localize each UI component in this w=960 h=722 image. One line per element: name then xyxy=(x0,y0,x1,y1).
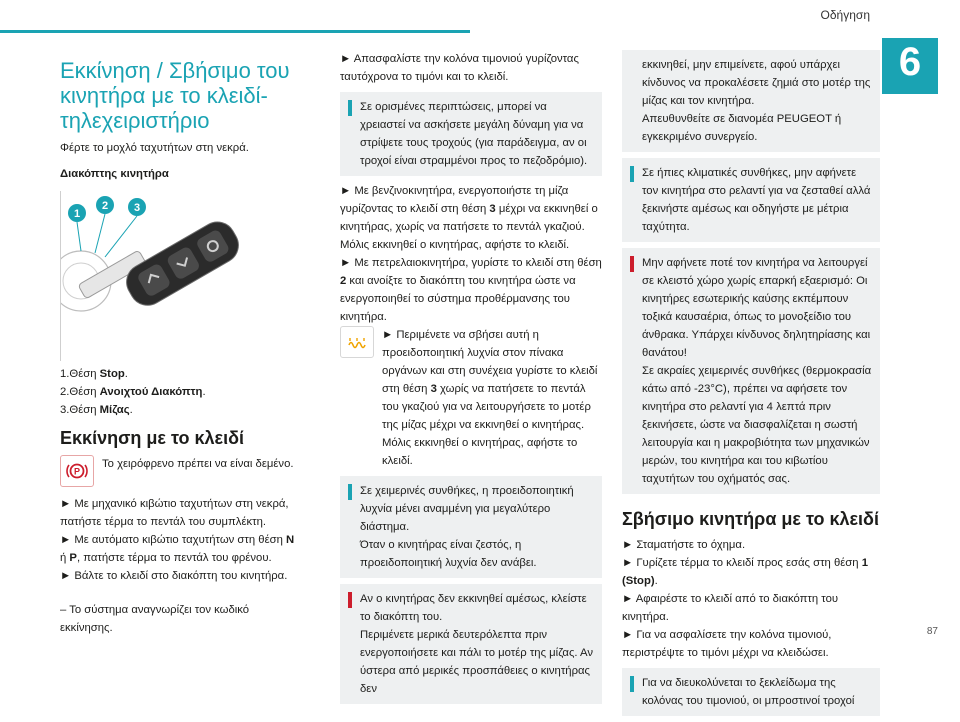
automatic-gearbox-step: ► Με αυτόματο κιβώτιο ταχυτήτων στη θέση N ή P, πατήστε τέρμα το πεντάλ του φρένου. xyxy=(60,534,295,564)
section-title: Οδήγηση xyxy=(820,8,870,22)
switch-heading: Διακόπτης κινητήρα xyxy=(60,168,169,180)
glow-plug-text: ► Περιμένετε να σβήσει αυτή η προειδοποιητική λυχνία στον πίνακα οργάνων και στη συνέχεια γυρίστε το κλειδί στη θέση 3 χωρίς να πατήσετε το πεντάλ του γκαζιού για να λειτουργήσετε το μοτέρ της μίζας μέχρι να εκκινηθεί ο κινητήρας. Μόλις εκκινηθεί ο κινητήρας, αφήστε το κλειδί. xyxy=(382,329,598,467)
stop-step-2: ► Γυρίζετε τέρμα το κλειδί προς εσάς στη θέση 1 (Stop). xyxy=(622,557,868,587)
callout-2 xyxy=(96,196,114,214)
svg-text:3: 3 xyxy=(133,202,141,214)
svg-text:1: 1 xyxy=(73,208,81,220)
manual-gearbox-step: ► Με μηχανικό κιβώτιο ταχυτήτων στη νεκρά, πατήστε τέρμα το πεντάλ του συμπλέκτη. xyxy=(60,498,289,528)
info-box-winter-warning-lamp: Σε χειμερινές συνθήκες, η προειδοποιητική λυχνία μένει αναμμένη για μεγαλύτερο διάστημα. Όταν ο κινητήρας είναι ζεστός, η προειδοποιητική λυχνία δεν ανάβει. xyxy=(340,476,602,578)
parking-brake-text: Το χειρόφρενο πρέπει να είναι δεμένο. xyxy=(102,458,294,470)
glow-plug-icon xyxy=(340,326,374,358)
glow-plug-note xyxy=(340,326,602,470)
header-rule xyxy=(0,30,470,33)
info-icon xyxy=(630,166,634,182)
code-recognition-note: – Το σύστημα αναγνωρίζει τον κωδικό εκκίνησης. xyxy=(60,604,250,634)
callout-1 xyxy=(68,204,86,222)
parking-brake-warning-icon xyxy=(60,455,94,487)
position-1: 1.Θέση Stop. xyxy=(60,368,128,380)
warning-icon xyxy=(348,592,352,608)
key-in-switch-drawing xyxy=(61,191,291,361)
page-header xyxy=(0,0,960,44)
column-1 xyxy=(60,50,300,637)
warning-box-continued: εκκινηθεί, μην επιμείνετε, αφού υπάρχει κίνδυνος να προκαλέσετε ζημιά στο μοτέρ της μίζας και τον κινητήρα. Απευθυνθείτε σε διανομέα PEUGEOT ή εγκεκριμένο συνεργείο. xyxy=(622,50,880,152)
chapter-number: 6 xyxy=(898,40,922,84)
svg-text:2: 2 xyxy=(101,200,109,212)
petrol-engine-step: ► Με βενζινοκινητήρα, ενεργοποιήστε τη μίζα γυρίζοντας το κλειδί στη θέση 3 μέχρι να εκκινηθεί ο κινητήρας, χωρίς να πατήσετε το πεντάλ γκαζιού. Μόλις εκκινηθεί ο κινητήρας, αφήστε το κλειδί. xyxy=(340,185,598,251)
info-box-unlock-steering: Για να διευκολύνεται το ξεκλείδωμα της κολόνας του τιμονιού, οι μπροστινοί τροχοί xyxy=(622,668,880,716)
position-2: 2.Θέση Ανοιχτού Διακόπτη. xyxy=(60,386,206,398)
info-icon xyxy=(630,676,634,692)
start-with-key-heading: Εκκίνηση με το κλειδί xyxy=(60,428,244,448)
column-3 xyxy=(622,50,880,722)
stop-step-1: ► Σταματήστε το όχημα. xyxy=(622,539,746,551)
info-box-steering-force: Σε ορισμένες περιπτώσεις, μπορεί να χρειαστεί να ασκήσετε μεγάλη δύναμη για να στρίψετε τους τροχούς (για παράδειγμα, αν οι τροχοί είναι στραμμένοι προς το πεζοδρόμιο). xyxy=(340,92,602,176)
info-icon xyxy=(348,484,352,500)
diesel-engine-step: ► Με πετρελαιοκινητήρα, γυρίστε το κλειδί στη θέση 2 και ανοίξτε το διακόπτη του κινητήρα ώστε να ενεργοποιηθεί το σύστημα προθέρμανσης του κινητήρα. xyxy=(340,257,602,323)
stop-step-4: ► Για να ασφαλίσετε την κολόνα τιμονιού, περιστρέψτε το τιμόνι μέχρι να κλειδώσει. xyxy=(622,629,832,659)
chapter-tab xyxy=(882,38,938,94)
page-title: Εκκίνηση / Σβήσιμο του κινητήρα με το κλειδί-τηλεχειριστήριο xyxy=(60,58,290,133)
info-icon xyxy=(348,100,352,116)
column-2 xyxy=(340,50,602,710)
stop-step-3: ► Αφαιρέστε το κλειδί από το διακόπτη του κινητήρα. xyxy=(622,593,839,623)
svg-text:P: P xyxy=(73,466,81,477)
warning-box-ventilation: Μην αφήνετε ποτέ τον κινητήρα να λειτουργεί σε κλειστό χώρο χωρίς επαρκή εξαερισμό: Οι κινητήρες εσωτερικής καύσης εκπέμπουν τοξικά καυσαέρια, όπως το μονοξείδιο του άνθρακα. Υπάρχει κίνδυνος δηλητηρίασης και θανάτου! Σε ακραίες χειμερινές συνθήκες (θερμοκρασία κάτω από -23°C), πρέπει να αφήσετε τον κινητήρα στο ρελαντί για 4 λεπτά πριν ξεκινήσετε, ώστε να διασφαλίζεται η σωστή λειτουργία και η μακροβιότητα των μηχανικών μερών, του κινητήρα και του κιβωτίου ταχυτήτων του οχήματός σας. xyxy=(622,248,880,494)
intro-text: Φέρτε το μοχλό ταχυτήτων στη νεκρά. xyxy=(60,142,249,154)
callout-3 xyxy=(128,198,146,216)
warning-icon xyxy=(630,256,634,272)
page-number: 87 xyxy=(926,626,938,637)
info-box-mild-climate: Σε ήπιες κλιματικές συνθήκες, μην αφήνετε τον κινητήρα στο ρελαντί για να ζεσταθεί αλλά ξεκινήστε αμέσως και οδηγήστε με μέτρια ταχύτητα. xyxy=(622,158,880,242)
insert-key-step: ► Βάλτε το κλειδί στο διακόπτη του κινητήρα. xyxy=(60,570,288,582)
unlock-steering-step: ► Απασφαλίστε την κολόνα τιμονιού γυρίζοντας ταυτόχρονα το τιμόνι και το κλειδί. xyxy=(340,53,579,83)
position-3: 3.Θέση Μίζας. xyxy=(60,404,133,416)
ignition-switch-illustration xyxy=(60,191,161,361)
stop-with-key-heading: Σβήσιμο κινητήρα με το κλειδί xyxy=(622,509,879,529)
warning-box-engine-not-starting: Αν ο κινητήρας δεν εκκινηθεί αμέσως, κλείστε το διακόπτη του. Περιμένετε μερικά δευτερόλεπτα πριν ενεργοποιήσετε και πάλι το μοτέρ της μίζας. Αν ύστερα από μερικές προσπάθειες ο κινητήρας δεν xyxy=(340,584,602,704)
parking-brake-note xyxy=(60,455,300,487)
